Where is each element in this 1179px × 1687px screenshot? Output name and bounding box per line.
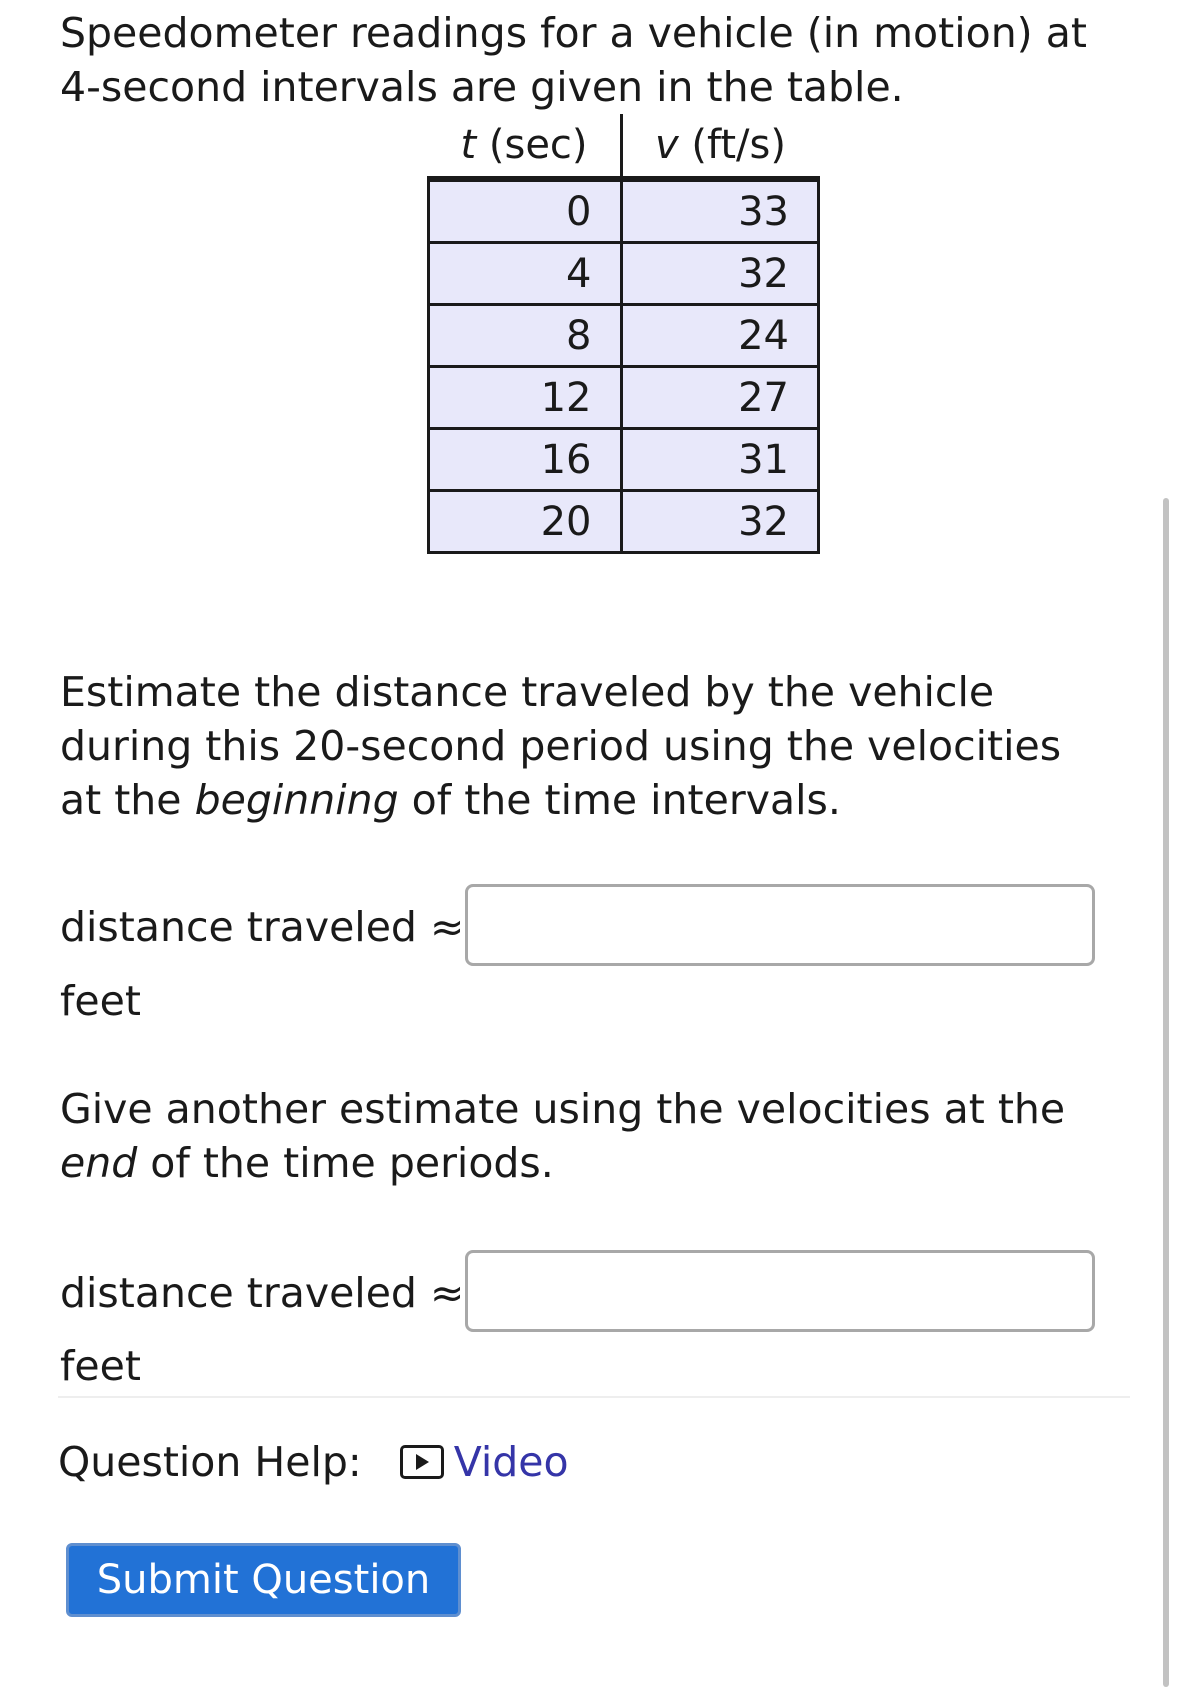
part2-unit-label: feet xyxy=(60,1342,141,1390)
question-help xyxy=(58,1435,569,1489)
velocity-cell: 32 xyxy=(621,491,819,553)
time-cell: 8 xyxy=(429,305,622,367)
time-cell: 12 xyxy=(429,367,622,429)
submit-question-button[interactable]: Submit Question xyxy=(66,1543,461,1617)
column-header-time xyxy=(429,114,622,179)
velocity-cell: 32 xyxy=(621,243,819,305)
table-header-row xyxy=(429,114,819,179)
play-icon xyxy=(400,1445,444,1479)
part2-prompt-emphasis: end xyxy=(60,1139,138,1187)
video-help-link[interactable] xyxy=(400,1435,569,1489)
part2-prompt-end: of the time periods. xyxy=(137,1139,554,1187)
time-cell: 16 xyxy=(429,429,622,491)
part1-prompt-start: Estimate the distance traveled by the vehicle during this 20-second period using the velocities at the xyxy=(60,668,1062,824)
velocity-symbol: v xyxy=(655,122,679,168)
velocity-cell: 24 xyxy=(621,305,819,367)
part1-prompt-emphasis: beginning xyxy=(194,776,399,824)
velocity-cell: 31 xyxy=(621,429,819,491)
part2-distance-input[interactable] xyxy=(465,1250,1095,1332)
table-row xyxy=(429,243,819,305)
scrollbar[interactable] xyxy=(1163,498,1169,1687)
time-cell: 4 xyxy=(429,243,622,305)
part1-unit-label: feet xyxy=(60,977,141,1025)
table-row xyxy=(429,491,819,553)
time-unit: (sec) xyxy=(476,122,588,168)
time-cell: 0 xyxy=(429,179,622,243)
part2-distance-label: distance traveled ≈ xyxy=(60,1269,465,1317)
velocity-cell: 33 xyxy=(621,179,819,243)
part1-distance-label: distance traveled ≈ xyxy=(60,903,465,951)
time-cell: 20 xyxy=(429,491,622,553)
part1-prompt-end: of the time intervals. xyxy=(398,776,841,824)
speedometer-table xyxy=(427,114,820,554)
video-help-label: Video xyxy=(453,1438,569,1486)
velocity-unit: (ft/s) xyxy=(678,122,786,168)
part2-prompt-start: Give another estimate using the velocities at the xyxy=(60,1085,1066,1133)
part1-prompt xyxy=(60,665,1110,827)
velocity-cell: 27 xyxy=(621,367,819,429)
time-symbol: t xyxy=(460,122,477,168)
part2-prompt xyxy=(60,1082,1110,1190)
section-divider xyxy=(58,1396,1130,1398)
column-header-velocity xyxy=(621,114,819,179)
table-row xyxy=(429,179,819,243)
question-help-label: Question Help: xyxy=(58,1438,362,1486)
table-row xyxy=(429,429,819,491)
part1-distance-input[interactable] xyxy=(465,884,1095,966)
question-intro: Speedometer readings for a vehicle (in motion) at 4-second intervals are given in the table. xyxy=(60,9,1087,111)
table-row xyxy=(429,367,819,429)
table-row xyxy=(429,305,819,367)
